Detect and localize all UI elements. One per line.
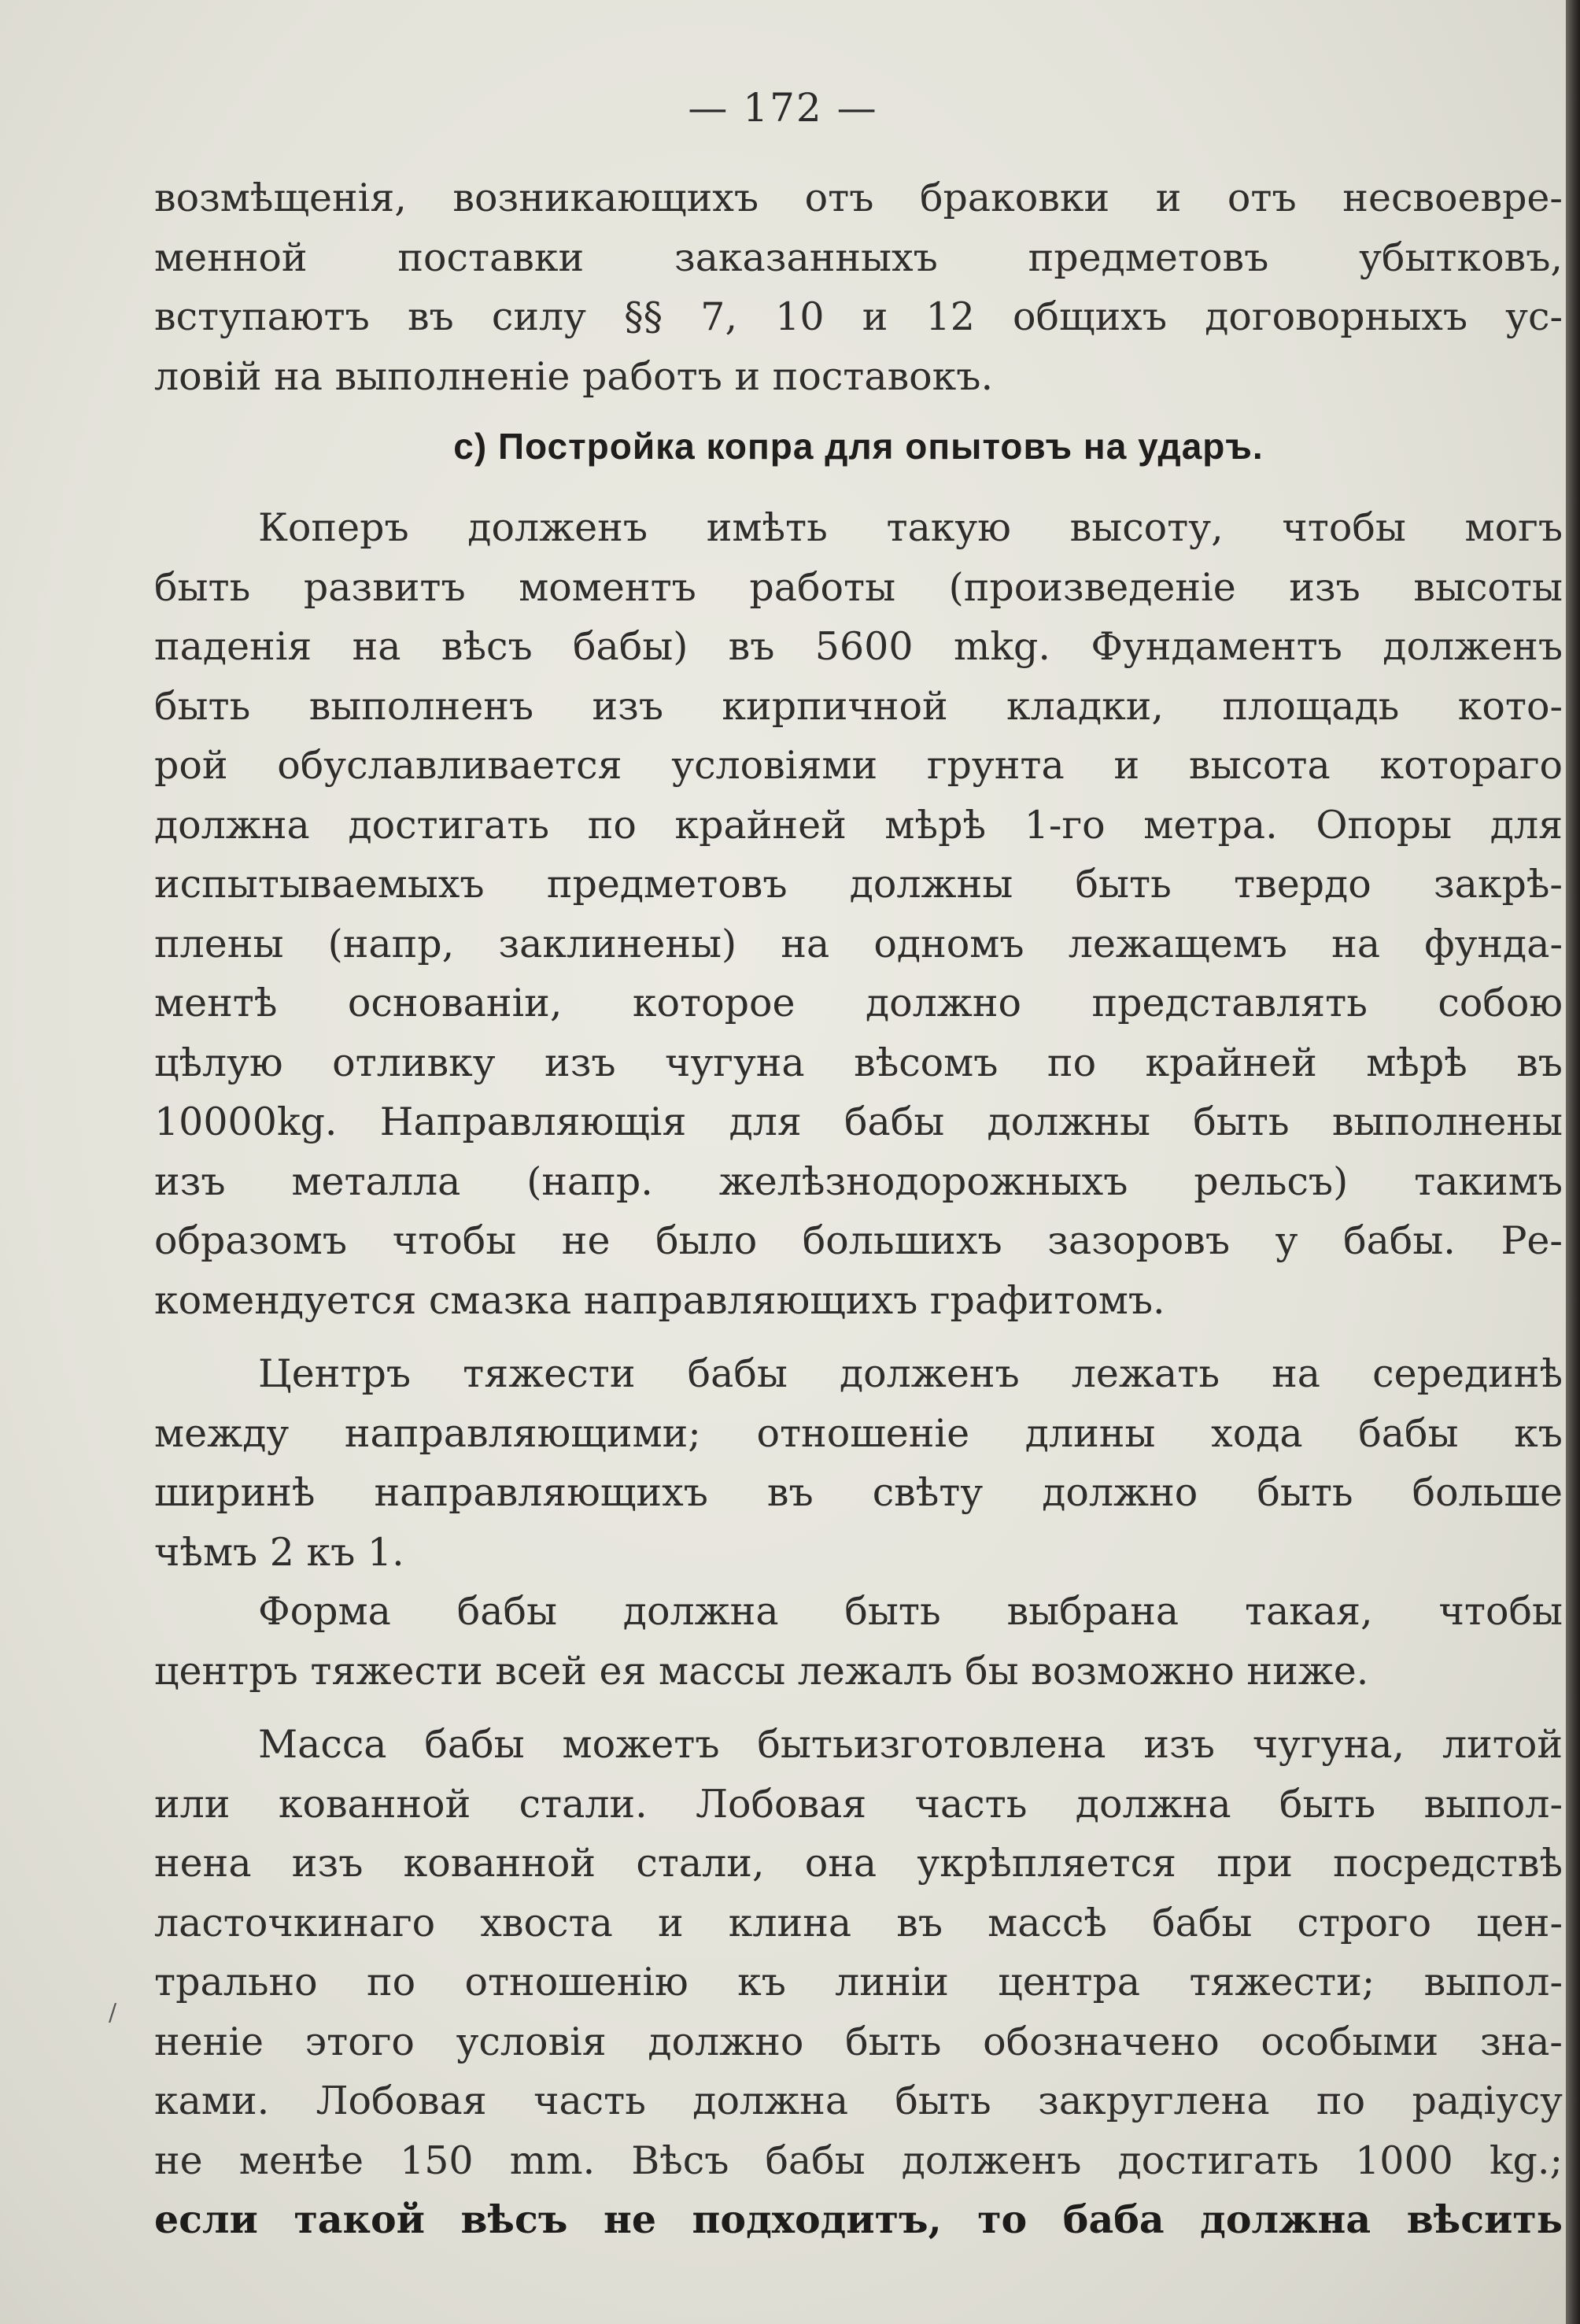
text-line: плены (напр, заклинены) на одномъ лежащемъ на фунда- [154,921,1563,966]
text-line: Центръ тяжести бабы долженъ лежать на серединѣ [258,1351,1563,1396]
text-line: центръ тяжести всей ея массы лежалъ бы возможно ниже. [154,1648,1369,1694]
paragraph-gap [154,1330,1563,1344]
page-number: — 172 — [688,85,878,131]
text-line: Масса бабы можетъ бытьизготовлена изъ чугуна, литой [258,1722,1563,1767]
page-text [154,168,1563,2250]
text-line: 10000kg. Направляющія для бабы должны быть выполнены [154,1099,1563,1144]
text-line: чѣмъ 2 къ 1. [154,1529,404,1575]
text-line: Коперъ долженъ имѣть такую высоту, чтобы могъ [258,505,1563,550]
text-line: паденія на вѣсъ бабы) въ 5600 mkg. Фундаментъ долженъ [154,624,1563,669]
page-edge-shadow [1566,0,1580,2324]
text-line: ментѣ основаніи, которое должно представлять собою [154,981,1563,1025]
paragraph-4 [154,1715,1563,2250]
text-line: или кованной стали. Лобовая часть должна быть выпол- [154,1781,1563,1827]
text-line: Форма бабы должна быть выбрана такая, чтобы [258,1589,1563,1634]
text-line: цѣлую отливку изъ чугуна вѣсомъ по крайней мѣрѣ въ [154,1040,1563,1085]
paragraph-2 [154,1344,1563,1582]
text-line: вступаютъ въ силу §§ 7, 10 и 12 общихъ договорныхъ ус- [154,294,1563,339]
section-heading: c) Постройка копра для опытовъ на ударъ. [453,426,1264,467]
paragraph-3 [154,1582,1563,1701]
text-line: ласточкинаго хвоста и клина въ массѣ бабы строго цен- [154,1900,1563,1945]
text-line: изъ металла (напр. желѣзнодорожныхъ рельсъ) такимъ [154,1158,1563,1204]
paragraph-1 [154,498,1563,1330]
text-line: образомъ чтобы не было большихъ зазоровъ у бабы. Ре- [154,1218,1563,1263]
text-line: комендуется смазка направляющихъ графитомъ. [154,1277,1165,1323]
text-line: трально по отношенію къ линіи центра тяжести; выпол- [154,1960,1563,2004]
text-line: менной поставки заказанныхъ предметовъ убытковъ, [154,235,1563,280]
text-line: быть развитъ моментъ работы (произведеніе изъ высоты [154,564,1563,610]
text-line: неніе этого условія должно быть обозначено особыми зна- [154,2019,1563,2064]
text-line: ками. Лобовая часть должна быть закруглена по радіусу [154,2078,1563,2123]
text-line: испытываемыхъ предметовъ должны быть твердо закрѣ- [154,862,1563,907]
text-line: между направляющими; отношеніе длины хода бабы къ [154,1410,1563,1456]
paragraph-gap [154,1701,1563,1715]
margin-mark: / [109,1999,117,2027]
text-line: рой обуславливается условіями грунта и высота котораго [154,743,1563,788]
text-line: быть выполненъ изъ кирпичной кладки, площадь кото- [154,683,1563,729]
paragraph-continuation [154,168,1563,406]
text-line: не менѣе 150 mm. Вѣсъ бабы долженъ достигать 1000 kg.; [154,2137,1563,2183]
text-line: должна достигать по крайней мѣрѣ 1-го метра. Опоры для [154,802,1563,848]
text-line: если такой вѣсъ не подходитъ, то баба должна вѣсить [154,2197,1563,2242]
text-line: ловій на выполненіе работъ и поставокъ. [154,353,994,399]
text-line: возмѣщенія, возникающихъ отъ браковки и отъ несвоевре- [154,176,1563,220]
text-line: ширинѣ направляющихъ въ свѣту должно быть больше [154,1470,1563,1515]
text-line: нена изъ кованной стали, она укрѣпляется при посредствѣ [154,1841,1563,1886]
